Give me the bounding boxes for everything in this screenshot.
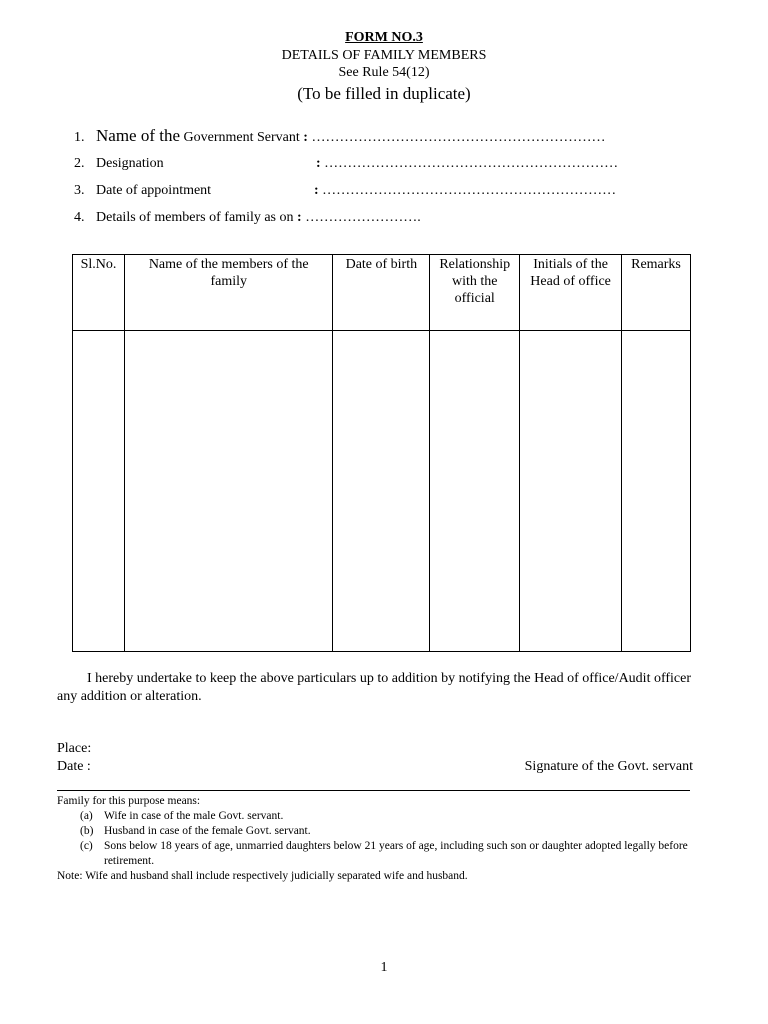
family-members-table [72,254,691,652]
signature-label: Signature of the Govt. servant [524,759,693,774]
field-label: Government Servant [183,130,300,145]
field-label: Date of appointment [96,183,212,198]
table-header-row [73,255,691,331]
table-cell-sl-no[interactable] [73,331,125,652]
column-header-head-initials: Initials of the Head of office [520,255,622,331]
list-item-text: Sons below 18 years of age, unmarried daughters below 21 years of age, including such son or daughter adopted legally before retirement. [104,840,688,867]
date-label: Date : [57,759,91,774]
declaration-paragraph [57,670,697,706]
footnote-divider [57,790,690,791]
list-item [57,809,717,824]
field-family-details-as-on [74,210,421,226]
field-number: 2. [74,156,85,171]
field-label-large: Name of the [96,126,181,145]
field-designation [74,156,618,172]
page-number: 1 [380,960,388,975]
list-item [57,824,717,839]
list-item-text: Husband in case of the female Govt. servant. [104,825,311,837]
field-separator: : [316,156,321,171]
field-label: Designation [96,156,164,171]
table-cell-date-of-birth[interactable] [333,331,430,652]
form-title: DETAILS OF FAMILY MEMBERS [281,48,487,63]
rule-reference: See Rule 54(12) [338,65,430,80]
table-cell-member-name[interactable] [124,331,332,652]
column-header-date-of-birth: Date of birth [333,255,430,331]
table-cell-relationship[interactable] [430,331,520,652]
field-dots[interactable]: ……………………………………………………… [311,130,606,145]
declaration-text: I hereby undertake to keep the above particulars up to addition by notifying the Head of office/Audit officer any addition or alteration. [57,671,692,704]
field-number: 3. [74,183,85,198]
column-header-sl-no: Sl.No. [73,255,125,331]
list-item [57,839,717,869]
field-separator: : [293,210,306,225]
field-date-of-appointment [74,183,616,199]
list-item-marker: (a) [80,810,93,822]
form-number: FORM NO.3 [345,30,423,45]
list-item-marker: (c) [80,840,93,852]
field-dots[interactable]: ……………………………………………………… [324,156,619,171]
duplicate-instruction: (To be filled in duplicate) [297,84,471,103]
field-dots[interactable]: ……………………………………………………… [322,183,617,198]
field-separator: : [299,130,312,145]
family-definition-notes [57,794,717,884]
field-label: Details of members of family as on [96,210,294,225]
list-item-text: Wife in case of the male Govt. servant. [104,810,284,822]
place-label: Place: [57,741,92,756]
table-cell-head-initials[interactable] [520,331,622,652]
column-header-remarks: Remarks [622,255,691,331]
field-separator: : [314,183,319,198]
field-dots[interactable]: ……………………. [305,210,421,225]
field-number: 1. [74,130,85,145]
notes-intro: Family for this purpose means: [57,795,201,807]
list-item-marker: (b) [80,825,94,837]
table-row [73,331,691,652]
field-number: 4. [74,210,85,225]
field-name-of-government-servant [74,126,605,146]
column-header-relationship: Relationship with the official [430,255,520,331]
table-cell-remarks[interactable] [622,331,691,652]
column-header-member-name: Name of the members of the family [124,255,332,331]
note-text: Note: Wife and husband shall include respectively judicially separated wife and husband. [57,870,468,882]
